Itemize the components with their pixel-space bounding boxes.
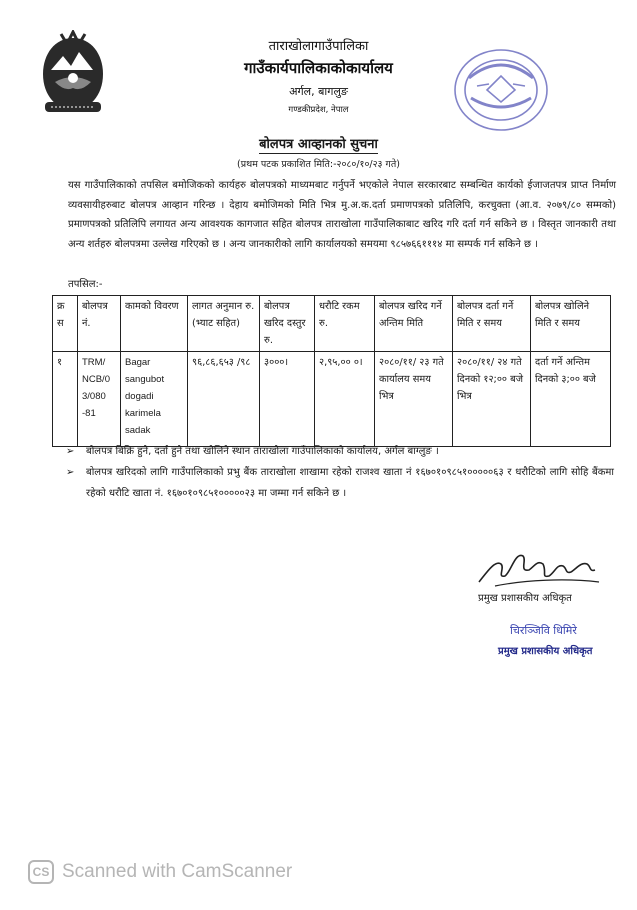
- col-opening-time: बोलपत्र खोलिने मिति र समय: [531, 296, 611, 352]
- publication-date: (प्रथम पटक प्रकाशित मिति:-२०८०/१०/२३ गते): [237, 159, 400, 170]
- office-name: गाउँकार्यपालिकाकोकार्यालय: [244, 59, 393, 77]
- arrow-bullet-icon: ➢: [66, 467, 75, 478]
- arrow-bullet-icon: ➢: [66, 446, 75, 457]
- note-text: बोलपत्र खरिदको लागि गाउँपालिकाको प्रभु बैंक ताराखोला शाखामा रहेको राजश्व खाता नं १६७०१०९८५१०००००६३ र धरौटिको लागि सोहि बैंकमा रहेको धरौटि खाता नं. १६७०१०९८५१०००००२३ मा जम्मा गर्न सकिने छ ।: [86, 467, 614, 499]
- table-row: [53, 352, 611, 447]
- cell-purchase-deadline: २०८०/११/ २३ गते कार्यालय समय भित्र: [375, 352, 453, 447]
- list-item: [66, 441, 614, 462]
- municipality-name: ताराखोलागाउँपालिका: [268, 39, 369, 54]
- handwritten-signature: [475, 542, 605, 592]
- signatory-name-stamp: चिरञ्जिवि धिमिरे: [510, 624, 577, 637]
- cell-registration-deadline: २०८०/११/ २४ गते दिनको १२;०० बजे भित्र: [453, 352, 531, 447]
- watermark-text: Scanned with CamScanner: [62, 861, 293, 882]
- cell-sn: १: [53, 352, 78, 447]
- cell-deposit-amount: २,९५,०० ०।: [315, 352, 375, 447]
- camscanner-watermark: [28, 860, 292, 884]
- details-label: तपसिल:-: [68, 279, 103, 290]
- col-registration-deadline: बोलपत्र दर्ता गर्ने मिति र समय: [453, 296, 531, 352]
- col-purchase-deadline: बोलपत्र खरिद गर्ने अन्तिम मिति: [375, 296, 453, 352]
- col-tender-no: बोलपत्र नं.: [78, 296, 121, 352]
- cell-tender-no: TRM/ NCB/0 3/080 -81: [78, 352, 121, 447]
- camscanner-logo-icon: CS: [28, 860, 54, 884]
- signatory-caption: प्रमुख प्रशासकीय अधिकृत: [478, 593, 572, 604]
- col-cost-estimate: लागत अनुमान रु. (भ्याट सहित): [188, 296, 260, 352]
- col-deposit-amount: धरौटि रकम रु.: [315, 296, 375, 352]
- office-place: अर्गल, बागलुङ: [289, 85, 348, 98]
- cell-opening-time: दर्ता गर्ने अन्तिम दिनको ३;०० बजे: [531, 352, 611, 447]
- note-text: बोलपत्र बिक्रि हुने, दर्ता हुने तथा खोलिने स्थान ताराखोला गाउँपालिकाको कार्यालय, अर्गल बाग्लुङ ।: [86, 446, 439, 457]
- province-name: गण्डकीप्रदेश, नेपाल: [288, 105, 349, 115]
- cell-cost-estimate: ९६,८६,६५३ /९८: [188, 352, 260, 447]
- signatory-title-stamp: प्रमुख प्रशासकीय अधिकृत: [498, 646, 593, 657]
- notes-list: [66, 441, 614, 504]
- notice-title: बोलपत्र आव्हानको सुचना: [259, 137, 378, 152]
- list-item: [66, 462, 614, 504]
- col-work-description: कामको विवरण: [121, 296, 188, 352]
- col-purchase-fee: बोलपत्र खरिद दस्तुर रु.: [260, 296, 315, 352]
- tender-table: [52, 295, 611, 447]
- col-sn: क्र स: [53, 296, 78, 352]
- cell-purchase-fee: ३०००।: [260, 352, 315, 447]
- office-seal-stamp: [447, 38, 555, 138]
- notice-body: यस गाउँपालिकाको तपसिल बमोजिकको कार्यहरु बोलपत्रको माध्यमबाट गर्नुपर्ने भएकोले नेपाल सरकारबाट सम्बन्धित कार्यको ईजाजतपत्र प्राप्त निर्माण व्यवसायीहरुबाट बोलपत्र आव्हान गरिन्छ । देहाय बमोजिमको मिति भित्र मु.अ.क.दर्ता प्रमाणपत्रको प्रतिलिपि, करचुक्ता (आ.व. २०७९/८० सम्मको) प्रमाणपत्रको प्रतिलिपि लगायत अन्य आवश्यक कागजात सहित बोलपत्र ताराखोला गाउँपालिकाबाट खरिद गरि दर्ता गर्न सकिने छ । विस्तृत जानकारी तथा अन्य शर्तहरु बोलपत्रमा उल्लेख गरिएको छ । अन्य जानकारीको लागि कार्यालयको समयमा ९८५७६६१११४ मा सम्पर्क गर्न सकिने छ ।: [68, 180, 616, 250]
- table-header-row: [53, 296, 611, 352]
- cell-work-description: Bagar sangubot dogadi karimela sadak: [121, 352, 188, 447]
